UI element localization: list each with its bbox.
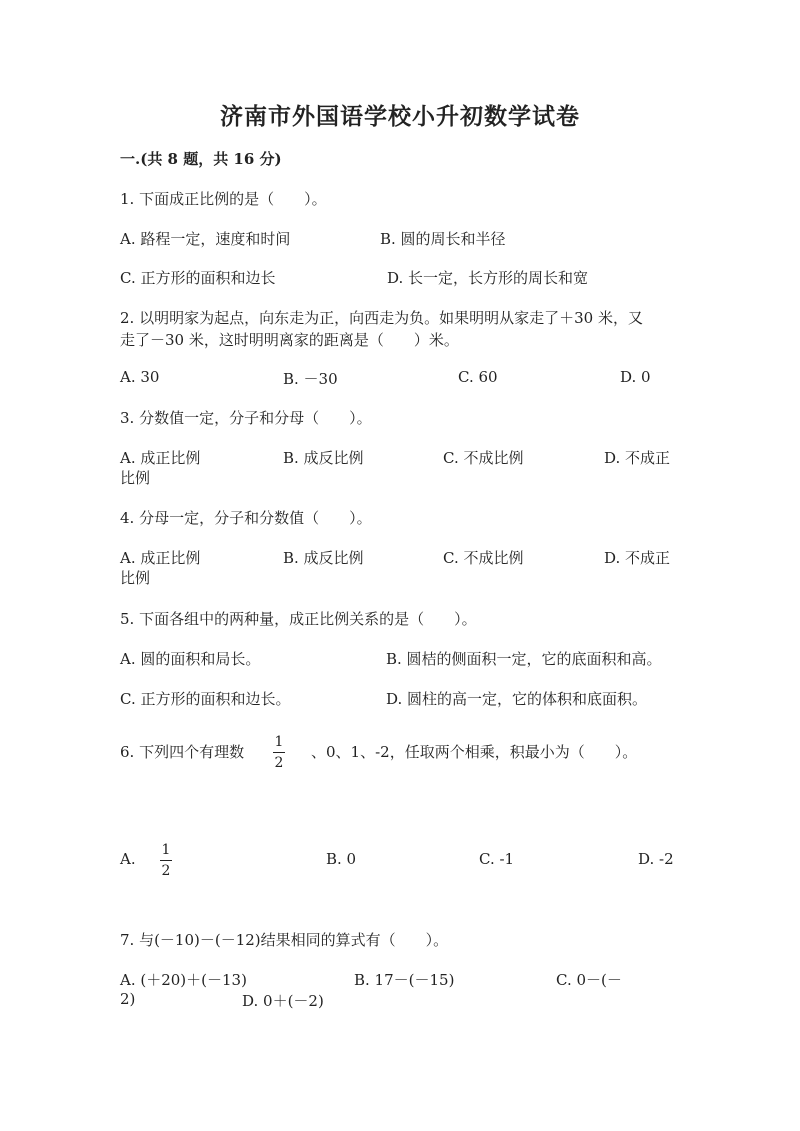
question-4-option-c: C. 不成比例 <box>443 549 524 567</box>
question-3-option-a: A. 成正比例 <box>120 449 201 467</box>
question-1-option-a: A. 路程一定，速度和时间 <box>120 230 291 248</box>
fraction-denominator: 2 <box>274 755 284 771</box>
fraction-bar <box>273 752 285 753</box>
fraction-numerator: 1 <box>161 842 171 858</box>
question-6-option-b: B. 0 <box>326 850 357 868</box>
question-7-stem: 7. 与(－10)－(－12)结果相同的算式有（ ）。 <box>120 931 449 949</box>
question-2-stem-line-1: 2. 以明明家为起点，向东走为正，向西走为负。如果明明从家走了＋30 米，又 <box>120 309 643 327</box>
fraction-denominator: 2 <box>161 863 171 879</box>
question-3-option-c: C. 不成比例 <box>443 449 524 467</box>
question-7-option-d: D. 0＋(－2) <box>242 992 324 1010</box>
question-5-option-c: C. 正方形的面积和边长。 <box>120 690 291 708</box>
section-heading: 一.(共 8 题，共 16 分) <box>120 150 282 168</box>
question-7-option-c-wrap: 2) <box>120 990 136 1008</box>
question-6-option-d: D. -2 <box>638 850 674 868</box>
question-4-option-d: D. 不成正 <box>604 549 671 567</box>
question-1-option-b: B. 圆的周长和半径 <box>380 230 506 248</box>
question-1-option-c: C. 正方形的面积和边长 <box>120 269 276 287</box>
question-7-option-c: C. 0－(－ <box>556 971 622 989</box>
question-1-option-d: D. 长一定，长方形的周长和宽 <box>387 269 589 287</box>
question-3-option-b: B. 成反比例 <box>283 449 364 467</box>
question-5-option-a: A. 圆的面积和局长。 <box>120 650 261 668</box>
question-1-stem: 1. 下面成正比例的是（ ）。 <box>120 190 327 208</box>
question-6-option-c: C. -1 <box>479 850 515 868</box>
question-5-option-b: B. 圆桔的侧面积一定，它的底面积和高。 <box>386 650 662 668</box>
question-3-stem: 3. 分数值一定，分子和分母（ ）。 <box>120 409 372 427</box>
question-2-option-a: A. 30 <box>120 368 160 386</box>
question-6-fraction <box>273 734 285 771</box>
page-title: 济南市外国语学校小升初数学试卷 <box>220 103 580 130</box>
question-5-option-d: D. 圆柱的高一定，它的体积和底面积。 <box>386 690 648 708</box>
question-2-option-c: C. 60 <box>458 368 498 386</box>
question-3-option-d-wrap: 比例 <box>120 469 151 487</box>
question-6-stem-start: 6. 下列四个有理数 <box>120 743 245 761</box>
question-2-stem-line-2: 走了－30 米，这时明明离家的距离是（ ）米。 <box>120 331 459 349</box>
question-2-option-d: D. 0 <box>620 368 651 386</box>
question-4-option-b: B. 成反比例 <box>283 549 364 567</box>
fraction-bar <box>160 860 172 861</box>
question-7-option-a: A. (＋20)＋(－13) <box>120 971 247 989</box>
fraction-numerator: 1 <box>274 734 284 750</box>
question-4-stem: 4. 分母一定，分子和分数值（ ）。 <box>120 509 372 527</box>
question-6-option-a-fraction <box>160 842 172 879</box>
question-2-option-b: B. －30 <box>283 370 338 388</box>
question-3-option-d: D. 不成正 <box>604 449 671 467</box>
question-4-option-d-wrap: 比例 <box>120 569 151 587</box>
question-6-option-a: A. <box>120 850 136 868</box>
question-6-stem-end: 、0、1、-2，任取两个相乘，积最小为（ ）。 <box>311 743 638 761</box>
question-4-option-a: A. 成正比例 <box>120 549 201 567</box>
question-5-stem: 5. 下面各组中的两种量，成正比例关系的是（ ）。 <box>120 610 477 628</box>
question-7-option-b: B. 17－(－15) <box>354 971 455 989</box>
